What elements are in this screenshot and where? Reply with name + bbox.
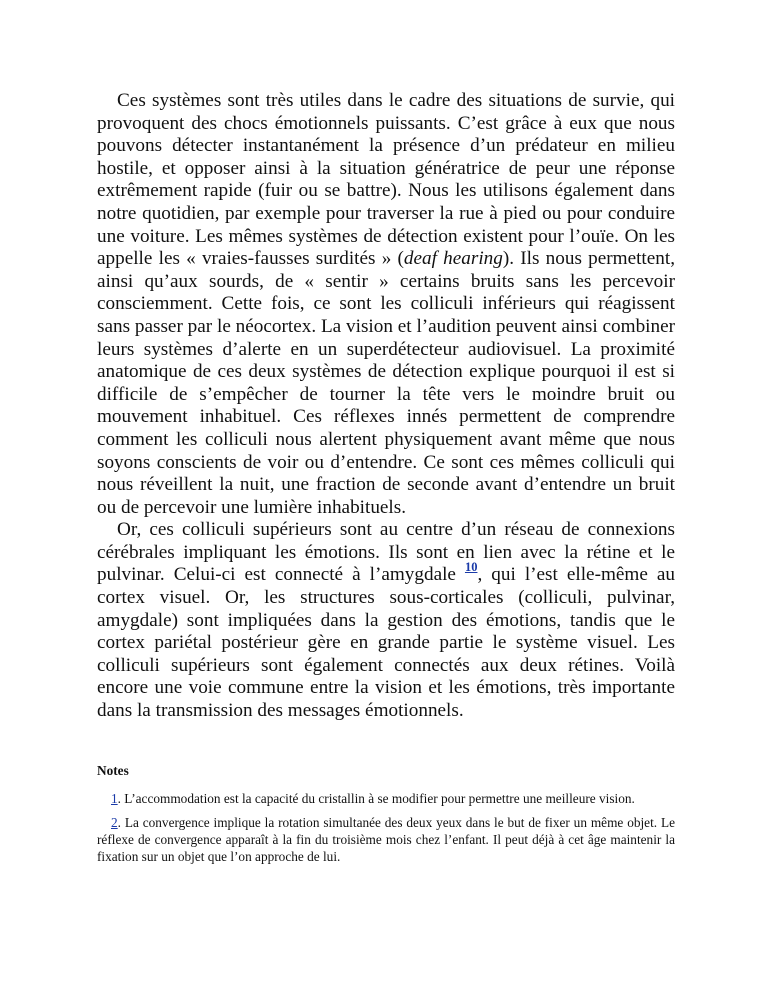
italic-term: deaf hearing [403,248,503,270]
paragraph-text: Ces systèmes sont très utiles dans le cadre des situations de survie, qui provoquent des chocs émotionnels puissants. C’est grâce à eux que nous pouvons détecter instantanément la présence d’un prédateur en milieu hostile, et opposer ainsi à la situation génératrice de peur une réponse extrêmement rapide (fuir ou se battre). Nous les utilisons également dans notre quotidien, par exemple pour traverser la rue à pied ou pour conduire une voiture. Les mêmes systèmes de détection existent pour l’ouïe. On les appelle les « vraies-fausses surdités » ( [97,90,675,270]
note-item [97,814,675,865]
note-item [97,790,675,807]
note-number-link[interactable]: 1 [111,790,118,806]
paragraph-text: Or, ces colliculi supérieurs sont au centre d’un réseau de connexions cérébrales impliquant les émotions. Ils sont en lien avec la rétine et le pulvinar. Celui-ci est connecté à l’amygdale [97,519,675,586]
body-paragraph [97,519,675,722]
note-text: . L’accommodation est la capacité du cristallin à se modifier pour permettre une meilleure vision. [117,790,635,806]
footnote-reference-link[interactable]: 10 [464,560,478,575]
notes-heading: Notes [97,762,129,778]
note-number-link[interactable]: 2 [111,814,118,830]
note-text: . La convergence implique la rotation simultanée des deux yeux dans le but de fixer un même objet. Le réflexe de convergence apparaît à la fin du troisième mois chez l’enfant. Il peut déjà à cet âge maintenir la fixation sur un objet que l’on approche de lui. [97,814,675,864]
body-paragraph [97,90,675,519]
paragraph-text: , qui l’est elle-même au cortex visuel. Or, les structures sous-corticales (colliculi, pulvinar, amygdale) sont impliquées dans la gestion des émotions, tandis que le cortex pariétal postérieur gère en grande partie le système visuel. Les colliculi supérieurs sont également connectés aux deux rétines. Voilà encore une voie commune entre la vision et les émotions, très importante dans la transmission des messages émotionnels. [97,564,675,722]
document-page [97,90,675,865]
paragraph-text: ). Ils nous permettent, ainsi qu’aux sourds, de « sentir » certains bruits sans les percevoir consciemment. Cette fois, ce sont les colliculi inférieurs qui réagissent sans passer par le néocortex. La vision et l’audition peuvent ainsi combiner leurs systèmes d’alerte en un superdétecteur audiovisuel. La proximité anatomique de ces deux systèmes de détection explique pourquoi il est si difficile de s’empêcher de tourner la tête vers le moindre bruit ou mouvement inhabituel. Ces réflexes innés permettent de comprendre comment les colliculi nous alertent physiquement avant même que nous soyons conscients de voir ou d’entendre. Ce sont ces mêmes colliculi qui nous réveillent la nuit, une fraction de seconde avant d’entendre un bruit ou de percevoir une lumière inhabituels. [97,248,675,518]
